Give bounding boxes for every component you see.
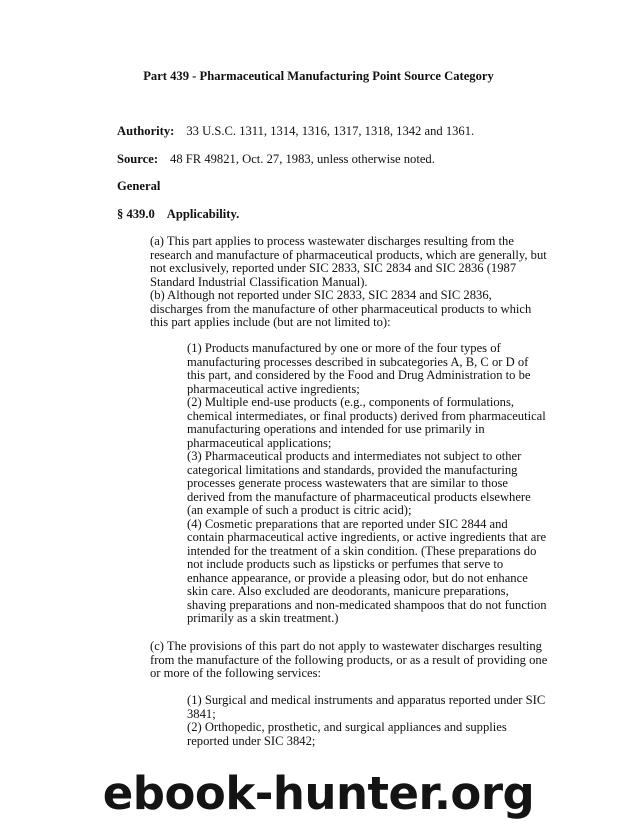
text-line: (1) Surgical and medical instruments and apparatus reported under SIC xyxy=(187,693,546,707)
text-line: pharmaceutical applications; xyxy=(187,435,332,450)
authority-line xyxy=(117,125,474,139)
text-line: shaving preparations and non-medicated shampoos that do not function xyxy=(187,597,547,612)
watermark-text: ebook-hunter.org xyxy=(102,767,535,820)
text-line: not include products such as lipsticks or perfumes that serve to xyxy=(187,557,504,571)
text-line: manufacturing operations and intended for use primarily in xyxy=(187,422,485,436)
text-line: intended for the treatment of a skin condition. (These preparations do xyxy=(187,543,537,558)
section-title: Applicability. xyxy=(166,207,240,221)
text-line: contain pharmaceutical active ingredients, or active ingredients that are xyxy=(187,530,547,544)
page-title: Part 439 - Pharmaceutical Manufacturing Point Source Category xyxy=(143,69,494,83)
text-line: (3) Pharmaceutical products and intermediates not subject to other xyxy=(187,449,522,463)
text-line: Standard Industrial Classification Manual). xyxy=(150,274,368,289)
text-line: discharges from the manufacture of other pharmaceutical products to which xyxy=(150,301,532,316)
text-line: (2) Multiple end-use products (e.g., components of formulations, xyxy=(187,395,515,409)
text-line: derived from the manufacture of pharmaceutical products elsewhere xyxy=(187,489,531,504)
text-line: research and manufacture of pharmaceutical products, which are generally, but xyxy=(150,247,547,262)
text-line: (4) Cosmetic preparations that are reported under SIC 2844 and xyxy=(187,516,508,531)
text-line: primarily as a skin treatment.) xyxy=(187,611,339,625)
section-number: § 439.0 xyxy=(117,207,155,221)
list-c-items xyxy=(187,693,546,748)
text-line: or more of the following services: xyxy=(150,666,322,680)
source-text: 48 FR 49821, Oct. 27, 1983, unless otherwise noted. xyxy=(170,152,435,166)
paragraph-c xyxy=(150,639,548,681)
source-label: Source: xyxy=(117,152,159,166)
text-line: enhance appearance, or provide a pleasing odor, but do not enhance xyxy=(187,570,528,585)
text-line: not exclusively, reported under SIC 2833, SIC 2834 and SIC 2836 (1987 xyxy=(150,261,517,275)
source-line xyxy=(117,153,435,167)
text-line: (an example of such a product is citric acid); xyxy=(187,503,412,517)
text-line: processes generate process wastewaters that are similar to those xyxy=(187,476,509,490)
text-line: (b) Although not reported under SIC 2833, SIC 2834 and SIC 2836, xyxy=(150,288,492,302)
text-line: reported under SIC 3842; xyxy=(187,733,316,748)
text-line: from the manufacture of the following products, or as a result of providing one xyxy=(150,652,548,667)
text-line: categorical limitations and standards, provided the manufacturing xyxy=(187,462,518,477)
list-b-items xyxy=(187,341,547,626)
section-heading xyxy=(117,208,239,222)
text-line: chemical intermediates, or final products) derived from pharmaceutical xyxy=(187,408,546,423)
text-line: this part applies include (but are not limited to): xyxy=(150,315,391,329)
text-line: (2) Orthopedic, prosthetic, and surgical appliances and supplies xyxy=(187,720,507,734)
authority-text: 33 U.S.C. 1311, 1314, 1316, 1317, 1318, 1342 and 1361. xyxy=(186,124,475,138)
text-line: this part, and considered by the Food and Drug Administration to be xyxy=(187,368,531,382)
text-line: pharmaceutical active ingredients; xyxy=(187,381,360,396)
text-line: manufacturing processes described in subcategories A, B, C or D of xyxy=(187,354,529,369)
paragraph-a-b xyxy=(150,234,547,330)
text-line: (c) The provisions of this part do not apply to wastewater discharges resulting xyxy=(150,639,542,653)
text-line: 3841; xyxy=(187,706,216,721)
text-line: (1) Products manufactured by one or more of the four types of xyxy=(187,341,501,355)
text-line: skin care. Also excluded are deodorants, manicure preparations, xyxy=(187,584,509,598)
authority-label: Authority: xyxy=(117,124,175,138)
general-heading: General xyxy=(117,179,161,193)
text-line: (a) This part applies to process wastewater discharges resulting from the xyxy=(150,234,514,248)
